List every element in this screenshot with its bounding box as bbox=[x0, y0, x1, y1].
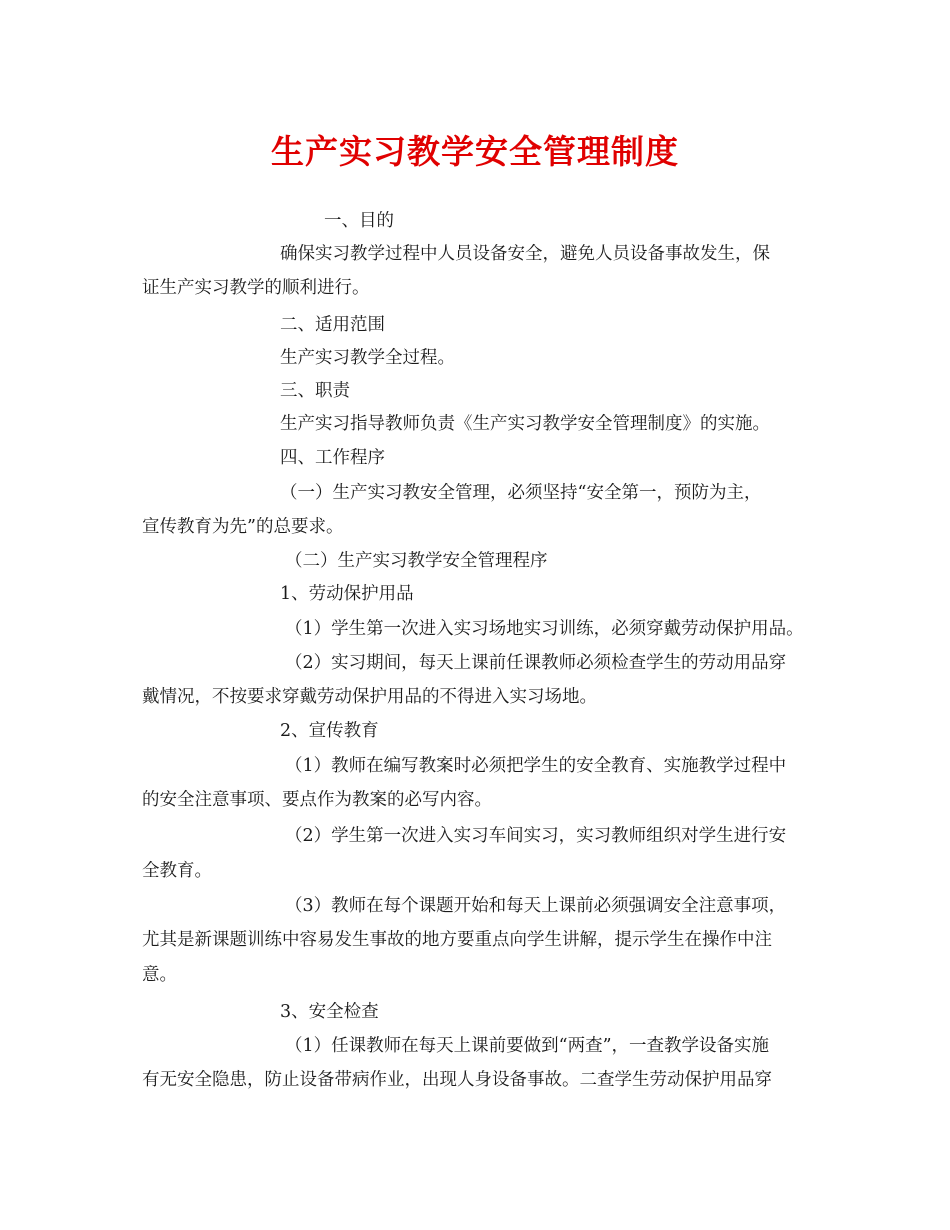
paragraph-line: 戴情况，不按要求穿戴劳动保护用品的不得进入实习场地。 bbox=[142, 687, 597, 707]
paragraph-line: 有无安全隐患，防止设备带病作业，出现人身设备事故。二查学生劳动保护用品穿 bbox=[142, 1070, 772, 1090]
item-heading: 1、劳动保护用品 bbox=[280, 584, 414, 604]
paragraph-line: （2）学生第一次进入实习车间实习，实习教师组织对学生进行安 bbox=[285, 826, 787, 846]
paragraph-line: 宣传教育为先”的总要求。 bbox=[142, 517, 344, 537]
paragraph-line: （1）任课教师在每天上课前要做到“两查”，一查教学设备实施 bbox=[285, 1036, 770, 1056]
section-heading-purpose: 一、目的 bbox=[324, 211, 394, 231]
paragraph-line: 生产实习教学全过程。 bbox=[280, 348, 455, 368]
section-heading-procedure: 四、工作程序 bbox=[280, 448, 385, 468]
paragraph-line: （一）生产实习教安全管理，必须坚持“安全第一，预防为主， bbox=[280, 483, 762, 503]
subsection-heading: （二）生产实习教学安全管理程序 bbox=[285, 551, 548, 571]
paragraph-line: 确保实习教学过程中人员设备安全，避免人员设备事故发生，保 bbox=[280, 244, 770, 264]
section-heading-duties: 三、职责 bbox=[280, 381, 350, 401]
item-heading: 3、安全检查 bbox=[280, 1002, 379, 1022]
item-heading: 2、宣传教育 bbox=[280, 721, 379, 741]
paragraph-line: （2）实习期间，每天上课前任课教师必须检查学生的劳动用品穿 bbox=[285, 653, 787, 673]
section-heading-scope: 二、适用范围 bbox=[280, 315, 385, 335]
paragraph-line: 尤其是新课题训练中容易发生事故的地方要重点向学生讲解，提示学生在操作中注 bbox=[142, 930, 772, 950]
paragraph-line: （1）学生第一次进入实习场地实习训练，必须穿戴劳动保护用品。 bbox=[285, 619, 804, 639]
document-title: 生产实习教学安全管理制度 bbox=[271, 132, 679, 171]
paragraph-line: 意。 bbox=[142, 965, 177, 985]
paragraph-line: 的安全注意事项、要点作为教案的必写内容。 bbox=[142, 790, 492, 810]
paragraph-line: 证生产实习教学的顺利进行。 bbox=[142, 278, 370, 298]
paragraph-line: （3）教师在每个课题开始和每天上课前必须强调安全注意事项， bbox=[285, 896, 787, 916]
paragraph-line: （1）教师在编写教案时必须把学生的安全教育、实施教学过程中 bbox=[285, 756, 787, 776]
paragraph-line: 全教育。 bbox=[142, 861, 212, 881]
paragraph-line: 生产实习指导教师负责《生产实习教学安全管理制度》的实施。 bbox=[280, 414, 770, 434]
